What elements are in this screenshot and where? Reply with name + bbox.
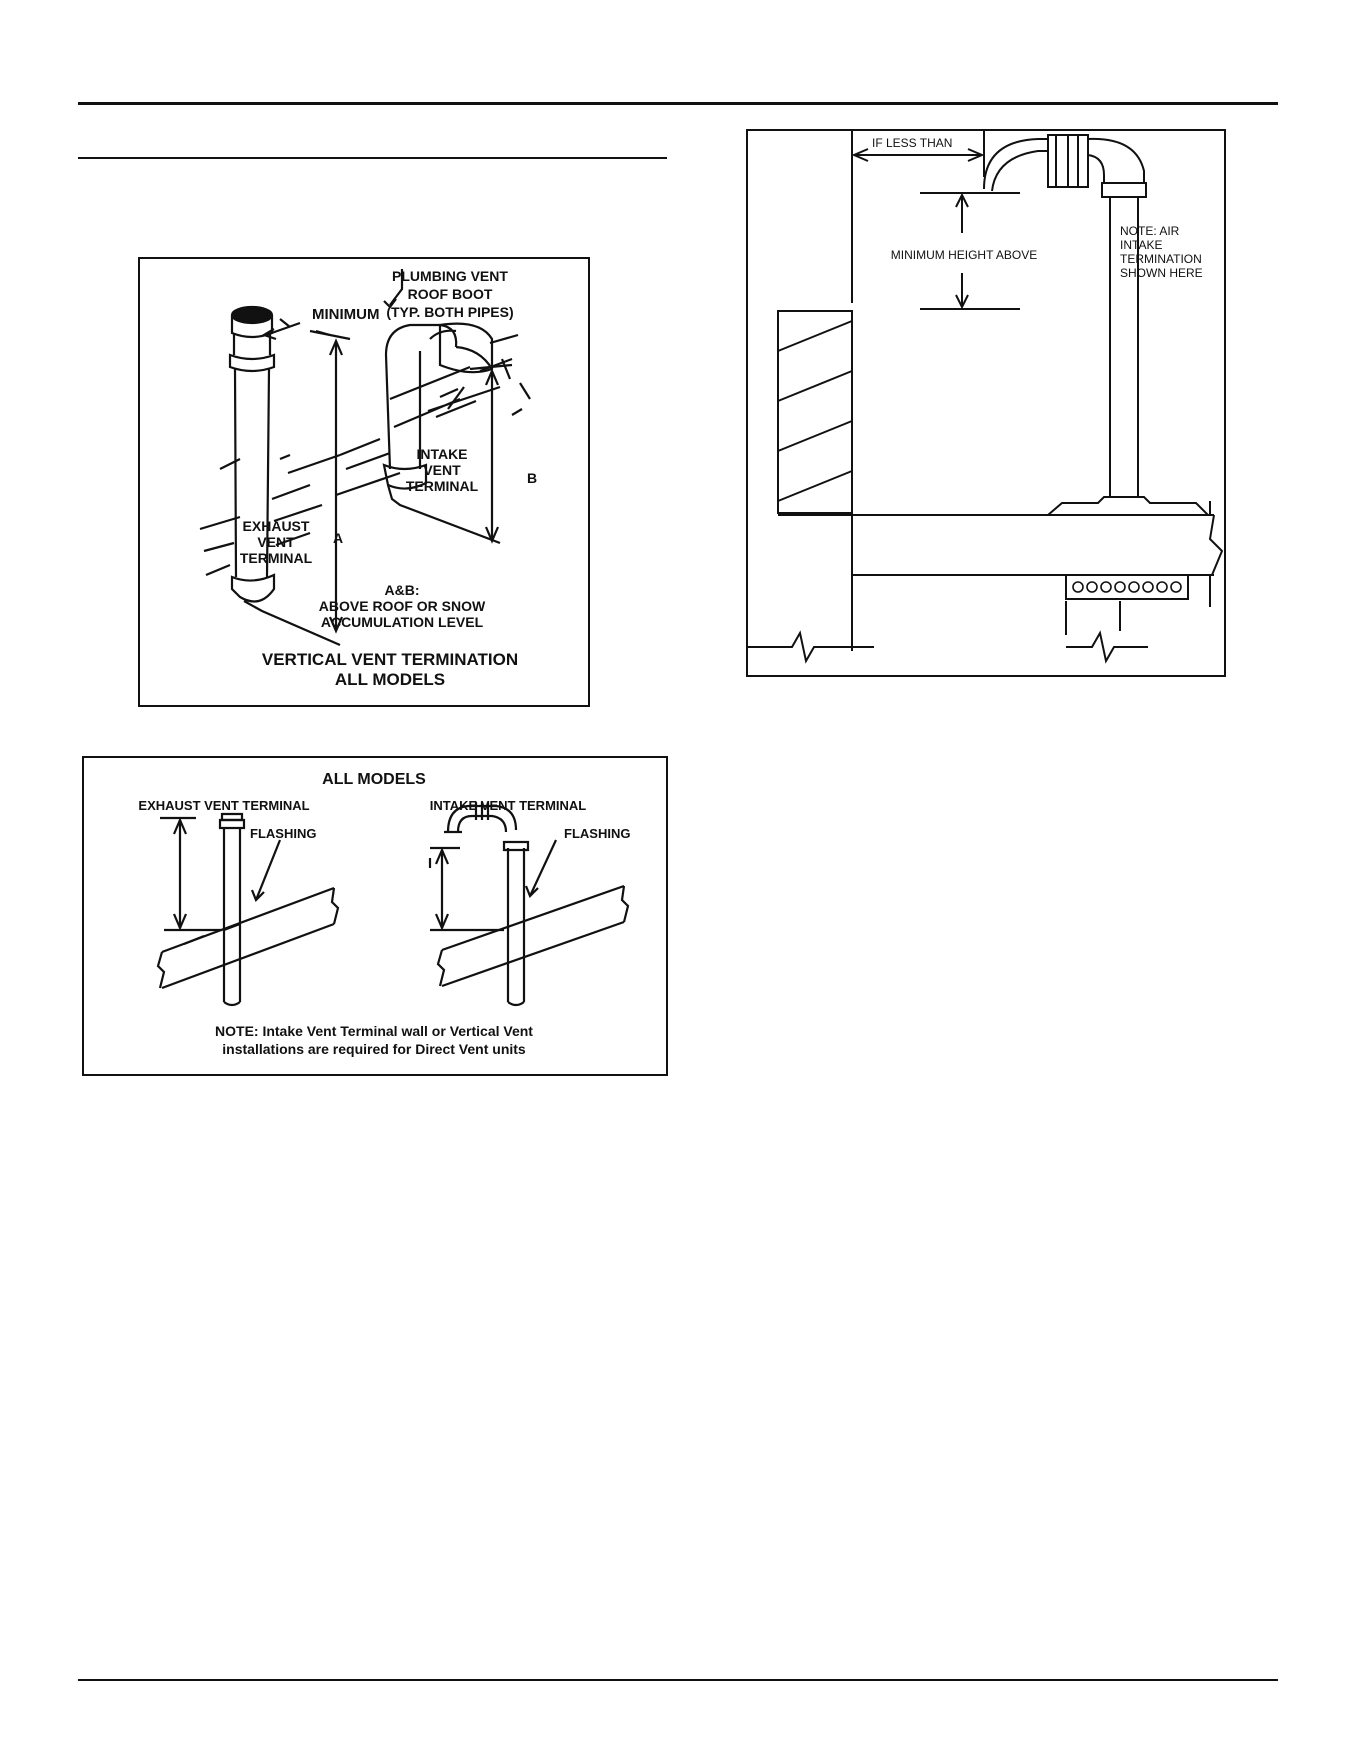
minimum-height-label: MINIMUM HEIGHT ABOVE: [890, 248, 1038, 262]
section-rule: [78, 157, 667, 159]
intake-vent-terminal-label: INTAKE VENT TERMINAL: [429, 798, 587, 813]
ab-note-line3: ACCUMULATION LEVEL: [320, 614, 484, 630]
dimension-b-label: B: [526, 470, 538, 486]
exhaust-label-line3: TERMINAL: [239, 550, 313, 566]
vertical-caption-line2: ALL MODELS: [334, 670, 446, 689]
exhaust-vent-terminal-label: EXHAUST VENT TERMINAL: [138, 798, 310, 813]
intake-label-line3: TERMINAL: [405, 478, 479, 494]
direct-vent-note-line2: installations are required for Direct Vent units: [222, 1041, 526, 1057]
dimension-a-label: A: [332, 530, 344, 546]
intake-label-line1: INTAKE: [416, 446, 468, 462]
vertical-vent-drawing: [140, 259, 588, 705]
footer-rule: [78, 1679, 1278, 1681]
air-intake-note-line3: TERMINATION: [1120, 252, 1202, 266]
all-models-figure: [82, 756, 668, 1076]
vertical-vent-figure: [138, 257, 590, 707]
exhaust-label-line2: VENT: [257, 534, 295, 550]
boot-label-line1: PLUMBING VENT: [392, 268, 508, 284]
air-intake-note-line1: NOTE: AIR: [1120, 224, 1180, 238]
all-models-drawing: [84, 758, 666, 1074]
ab-note-line1: A&B:: [384, 582, 420, 598]
direct-vent-note-line1: NOTE: Intake Vent Terminal wall or Vertical Vent: [215, 1023, 533, 1039]
all-models-title: ALL MODELS: [322, 771, 426, 788]
flashing-label-right: FLASHING: [564, 826, 631, 841]
flashing-label-left: FLASHING: [250, 826, 317, 841]
exhaust-label-line1: EXHAUST: [242, 518, 310, 534]
if-less-than-label: IF LESS THAN: [872, 136, 953, 150]
boot-label-line3: (TYP. BOTH PIPES): [386, 304, 514, 320]
vertical-caption-line1: VERTICAL VENT TERMINATION: [261, 650, 519, 669]
wall-clearance-drawing: [748, 131, 1224, 675]
air-intake-note-line4: SHOWN HERE: [1120, 266, 1203, 280]
ab-note-line2: ABOVE ROOF OR SNOW: [318, 598, 486, 614]
intake-label-line2: VENT: [423, 462, 461, 478]
boot-label-line2: ROOF BOOT: [407, 286, 493, 302]
minimum-label: MINIMUM: [312, 306, 380, 323]
wall-clearance-figure: [746, 129, 1226, 677]
header-rule: [78, 102, 1278, 105]
air-intake-note-line2: INTAKE: [1120, 238, 1163, 252]
